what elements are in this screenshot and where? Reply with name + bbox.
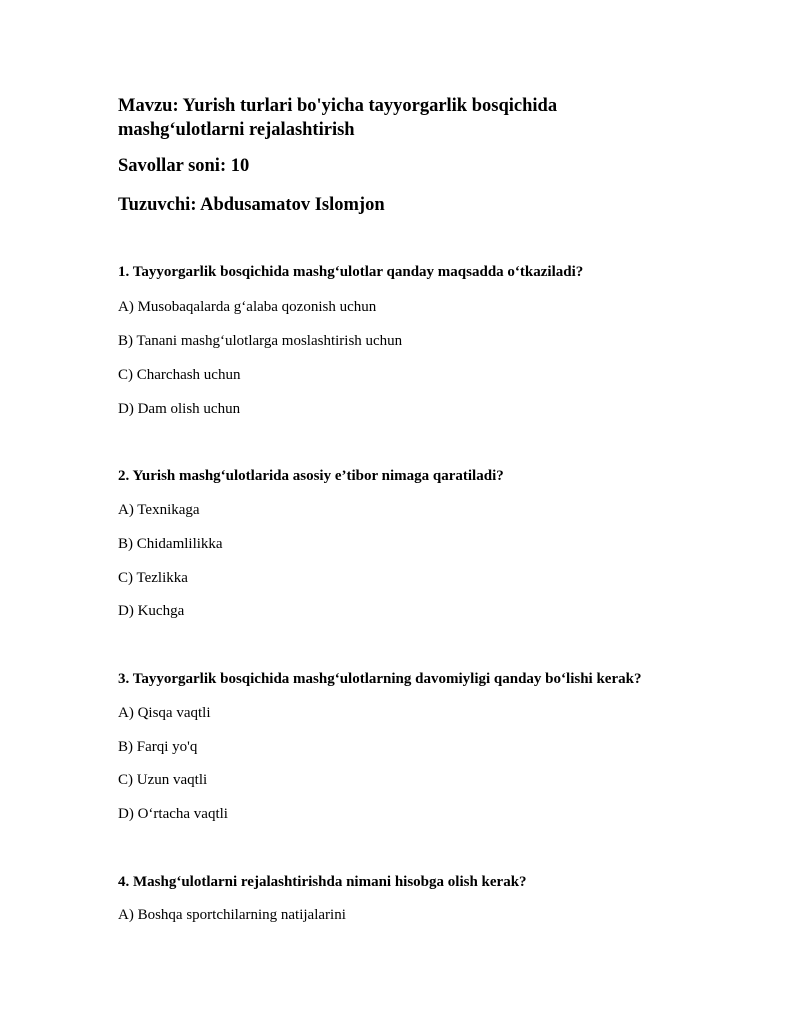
question-1-option-b	[118, 332, 738, 350]
answer-option: D) O‘rtacha vaqtli	[118, 806, 228, 822]
answer-option: C) Tezlikka	[118, 570, 188, 586]
answer-option: A) Texnikaga	[118, 502, 200, 518]
question-3-option-d	[118, 805, 738, 823]
question-1-option-d	[118, 400, 738, 418]
question-text: 4. Mashg‘ulotlarni rejalashtirishda nimani hisobga olish kerak?	[118, 874, 527, 890]
question-text: 3. Tayyorgarlik bosqichida mashg‘ulotlarning davomiyligi qanday bo‘lishi kerak?	[118, 671, 642, 687]
question-3-option-c	[118, 771, 738, 789]
author-line: Tuzuvchi: Abdusamatov Islomjon	[118, 195, 385, 215]
question-4	[118, 873, 738, 891]
question-2-option-d	[118, 602, 738, 620]
answer-option: B) Tanani mashg‘ulotlarga moslashtirish uchun	[118, 333, 403, 349]
answer-option: D) Kuchga	[118, 603, 185, 619]
answer-option: C) Charchash uchun	[118, 367, 241, 383]
question-2	[118, 467, 738, 485]
topic-title-line-2: mashg‘ulotlarni rejalashtirish	[118, 120, 355, 140]
question-text: 2. Yurish mashg‘ulotlarida asosiy e’tibor nimaga qaratiladi?	[118, 468, 504, 484]
question-1-option-a	[118, 298, 738, 316]
topic-title-line-1: Mavzu: Yurish turlari bo'yicha tayyorgarlik bosqichida	[118, 96, 558, 116]
answer-option: D) Dam olish uchun	[118, 401, 241, 417]
answer-option: A) Musobaqalarda g‘alaba qozonish uchun	[118, 299, 377, 315]
question-2-option-c	[118, 569, 738, 587]
answer-option: A) Boshqa sportchilarning natijalarini	[118, 907, 346, 923]
question-4-option-a	[118, 906, 738, 924]
question-3-option-b	[118, 738, 738, 756]
answer-option: C) Uzun vaqtli	[118, 772, 208, 788]
answer-option: A) Qisqa vaqtli	[118, 705, 211, 721]
answer-option: B) Farqi yo'q	[118, 739, 198, 755]
question-3	[118, 670, 738, 688]
question-2-option-a	[118, 501, 738, 519]
question-3-option-a	[118, 704, 738, 722]
question-text: 1. Tayyorgarlik bosqichida mashg‘ulotlar qanday maqsadda o‘tkaziladi?	[118, 264, 584, 280]
question-count: Savollar soni: 10	[118, 156, 250, 176]
question-1	[118, 263, 738, 281]
question-2-option-b	[118, 535, 738, 553]
answer-option: B) Chidamlilikka	[118, 536, 223, 552]
question-1-option-c	[118, 366, 738, 384]
